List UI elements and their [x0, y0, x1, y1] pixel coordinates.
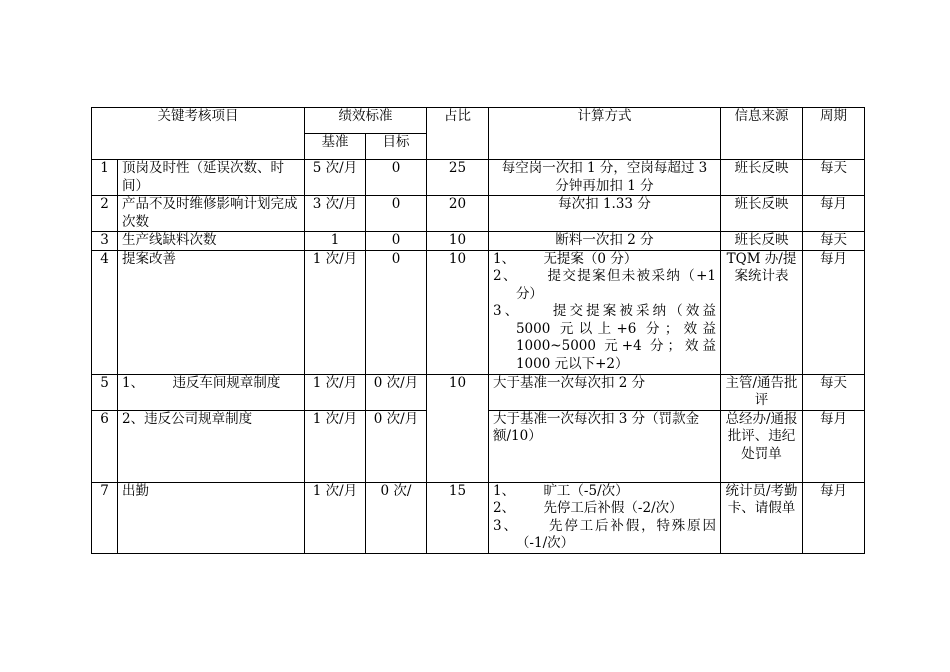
row-ratio: 25	[427, 160, 489, 196]
item-num: 1、	[122, 374, 145, 391]
list-text: 提交提案但未被采纳（+1 分）	[515, 268, 716, 302]
row-method: 每空岗一次扣 1 分，空岗每超过 3 分钟再加扣 1 分	[489, 160, 721, 196]
header-method: 计算方式	[489, 108, 721, 160]
list-text: 先停工后补假，特殊原因（-1/次）	[515, 517, 717, 551]
row-base: 5 次/月	[305, 160, 366, 196]
row-base: 1 次/月	[305, 250, 366, 374]
row-no: 3	[92, 232, 118, 251]
row-source: 主管/通告批评	[721, 374, 803, 410]
list-num: 3、	[493, 303, 522, 319]
table-row	[92, 482, 865, 553]
row-item: 产品不及时维修影响计划完成次数	[118, 196, 305, 232]
header-target: 目标	[366, 134, 427, 160]
row-period: 每月	[803, 482, 865, 553]
row-source: 班长反映	[721, 196, 803, 232]
table-row	[92, 232, 865, 251]
row-period: 每天	[803, 374, 865, 410]
header-item: 关键考核项目	[92, 108, 305, 160]
kpi-table	[91, 107, 865, 554]
list-num: 1、	[493, 482, 516, 499]
row-method: 大于基准一次每次扣 3 分（罚款金额/10）	[489, 410, 721, 482]
method-list-item	[493, 268, 716, 303]
row-item	[118, 374, 305, 410]
row-target: 0	[366, 196, 427, 232]
list-num: 2、	[493, 268, 518, 284]
row-period: 每月	[803, 250, 865, 374]
row-ratio: 20	[427, 196, 489, 232]
row-source: 班长反映	[721, 160, 803, 196]
row-item: 提案改善	[118, 250, 305, 374]
header-period: 周期	[803, 108, 865, 160]
row-no: 6	[92, 410, 118, 482]
row-item: 出勤	[118, 482, 305, 553]
list-num: 1、	[493, 250, 516, 267]
row-source: 总经办/通报批评、违纪处罚单	[721, 410, 803, 482]
header-standard: 绩效标准	[305, 108, 427, 134]
row-method-list	[489, 482, 721, 553]
row-ratio: 10	[427, 232, 489, 251]
row-target: 0 次/月	[366, 374, 427, 410]
header-base: 基准	[305, 134, 366, 160]
method-list-item	[493, 518, 716, 553]
row-base: 1 次/月	[305, 374, 366, 410]
row-no: 4	[92, 250, 118, 374]
row-base: 3 次/月	[305, 196, 366, 232]
row-method-list	[489, 250, 721, 374]
method-list-item	[493, 483, 716, 501]
row-no: 1	[92, 160, 118, 196]
row-no: 7	[92, 482, 118, 553]
row-ratio: 10	[427, 250, 489, 374]
row-source: TQM 办/提案统计表	[721, 250, 803, 374]
row-no: 2	[92, 196, 118, 232]
header-row	[92, 108, 865, 134]
list-text: 提交提案被采纳（效益 5000 元以上+6 分；效益 1000~5000 元+4 分；效益 1000 元以下+2）	[515, 303, 717, 372]
row-source: 班长反映	[721, 232, 803, 251]
row-method: 断料一次扣 2 分	[489, 232, 721, 251]
method-list-item	[493, 251, 716, 269]
table-row	[92, 196, 865, 232]
row-item: 2、违反公司规章制度	[118, 410, 305, 482]
row-source: 统计员/考勤卡、请假单	[721, 482, 803, 553]
row-base: 1 次/月	[305, 410, 366, 482]
row-period: 每天	[803, 160, 865, 196]
header-ratio: 占比	[427, 108, 489, 160]
table-row	[92, 250, 865, 374]
list-num: 3、	[493, 517, 519, 534]
row-target: 0	[366, 160, 427, 196]
row-no: 5	[92, 374, 118, 410]
list-text: 先停工后补假（-2/次）	[543, 500, 683, 516]
row-item: 生产线缺料次数	[118, 232, 305, 251]
row-base: 1 次/月	[305, 482, 366, 553]
table-row	[92, 160, 865, 196]
row-target: 0 次/	[366, 482, 427, 553]
row-method: 大于基准一次每次扣 2 分	[489, 374, 721, 410]
row-ratio: 10	[427, 374, 489, 482]
row-method: 每次扣 1.33 分	[489, 196, 721, 232]
row-ratio: 15	[427, 482, 489, 553]
item-text: 违反车间规章制度	[172, 374, 281, 391]
table-row	[92, 374, 865, 410]
row-period: 每月	[803, 196, 865, 232]
list-text: 旷工（-5/次）	[543, 482, 629, 499]
row-base: 1	[305, 232, 366, 251]
list-num: 2、	[493, 500, 516, 516]
row-target: 0 次/月	[366, 410, 427, 482]
row-item: 顶岗及时性（延误次数、时间）	[118, 160, 305, 196]
row-period: 每月	[803, 410, 865, 482]
header-source: 信息来源	[721, 108, 803, 160]
row-target: 0	[366, 232, 427, 251]
row-period: 每天	[803, 232, 865, 251]
list-text: 无提案（0 分）	[543, 250, 638, 267]
method-list-item	[493, 303, 716, 373]
row-target: 0	[366, 250, 427, 374]
method-list-item	[493, 500, 716, 518]
